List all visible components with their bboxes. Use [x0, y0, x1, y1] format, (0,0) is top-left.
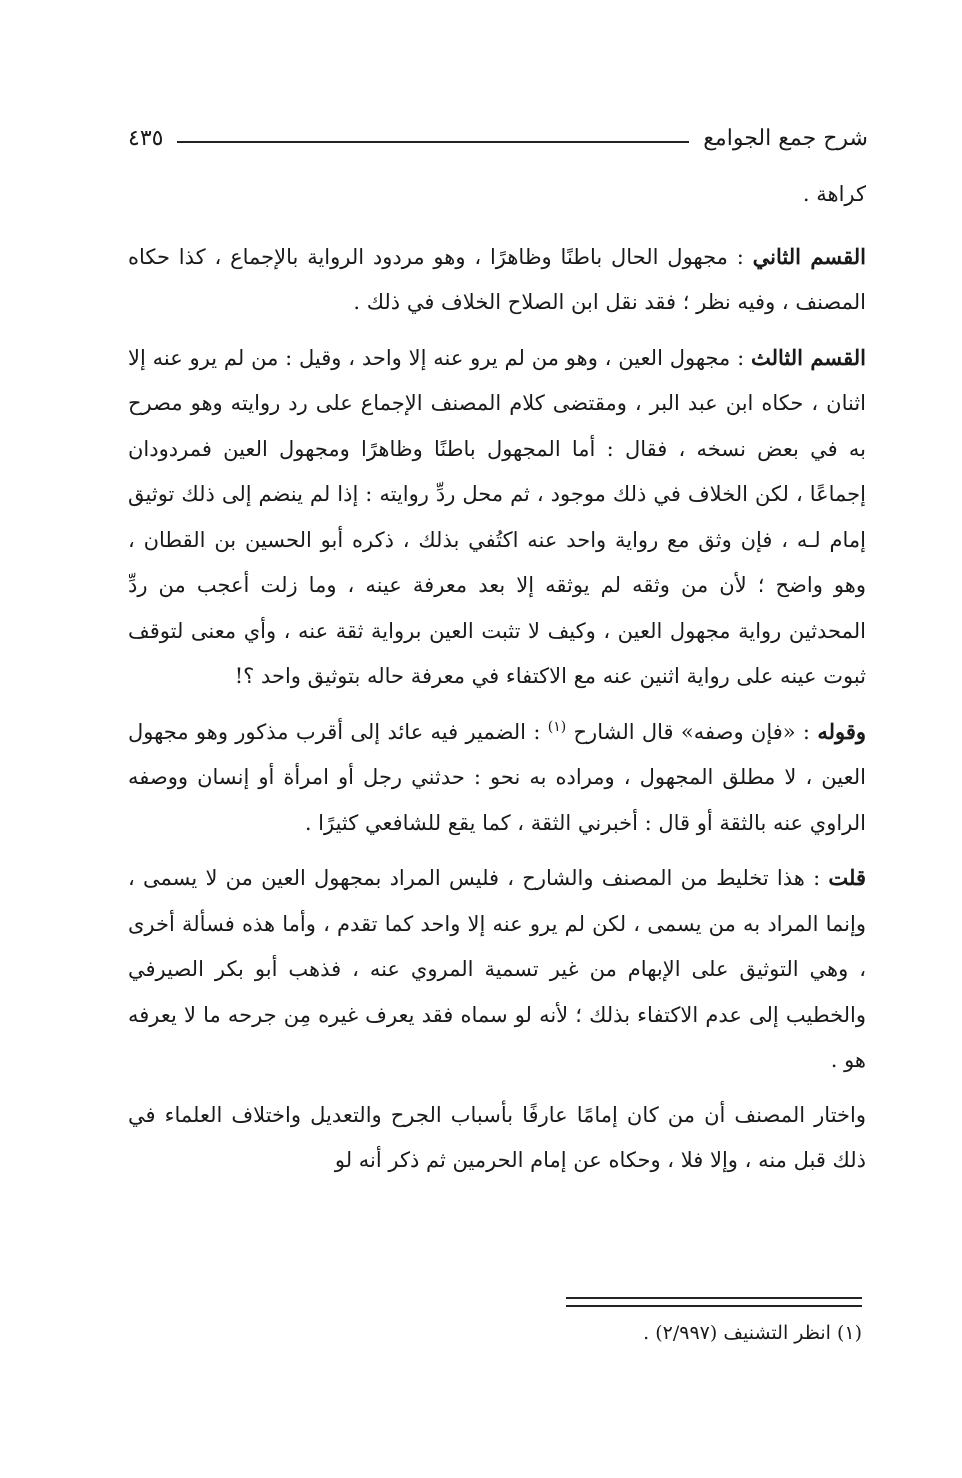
footnote-separator: [566, 1297, 862, 1307]
header-rule: [177, 141, 689, 143]
paragraph: [128, 1093, 866, 1184]
paragraph-text: كراهة .: [802, 182, 866, 206]
footnote-marker[interactable]: (١): [547, 718, 567, 735]
paragraph-text: واختار المصنف أن من كان إمامًا عارفًا بأسباب الجرح والتعديل واختلاف العلماء في ذلك قبل منه ، وإلا فلا ، وحكاه عن إمام الحرمين ثم ذكر أنه لو: [128, 1102, 866, 1172]
running-header: [128, 118, 868, 158]
footnote: (١) انظر التشنيف (٢/٩٩٧) .: [643, 1322, 862, 1344]
paragraph: [128, 855, 866, 1084]
paragraph-lead: قلت: [828, 865, 866, 890]
paragraph-text: : مجهول الحال باطنًا وظاهرًا ، وهو مردود الرواية بالإجماع ، كذا حكاه المصنف ، وفيه نظر ؛ فقد نقل ابن الصلاح الخلاف في ذلك .: [128, 244, 866, 314]
paragraph: [128, 709, 866, 847]
page-number: ٤٣٥: [128, 125, 164, 151]
main-text: [128, 172, 866, 1193]
paragraph-text: : هذا تخليط من المصنف والشارح ، فليس المراد بمجهول العين من لا يسمى ، وإنما المراد به من يسمى ، لكن لم يرو عنه إلا واحد كما تقدم ، وأما هذه فسألة أخرى ، وهي التوثيق على الإبهام من غير تسمية المروي عنه ، فذهب أبو بكر الصيرفي والخطيب إلى عدم الاكتفاء بذلك ؛ لأنه لو سماه فقد يعرف غيره مِن جرحه ما لا يعرفه هو .: [128, 866, 867, 1072]
paragraph-text: : «فإن وصفه» قال الشارح: [566, 719, 818, 744]
paragraph: [128, 172, 866, 218]
paragraph-text: : مجهول العين ، وهو من لم يرو عنه إلا واحد ، وقيل : من لم يرو عنه إلا اثنان ، حكاه ابن عبد البر ، ومقتضى كلام المصنف الإجماع على رد روايته وهو مصرح به في بعض نسخه ، فقال : أما المجهول باطنًا وظاهرًا ومجهول العين فمردودان إجماعًا ، لكن الخلاف في ذلك موجود ، ثم محل ردِّ روايته : إذا لم ينضم إلى ذلك توثيق إمام لـه ، فإن وثق مع رواية واحد عنه اكتُفي بذلك ، ذكره أبو الحسين بن القطان ، وهو واضح ؛ لأن من وثقه لم يوثقه إلا بعد معرفة عينه ، وما زلت أعجب من ردِّ المحدثين رواية مجهول العين ، وكيف لا تثبت العين برواية ثقة عنه ، وأي معنى لتوقف ثبوت عينه على رواية اثنين عنه مع الاكتفاء في معرفة حاله بتوثيق واحد ؟!: [128, 345, 866, 688]
paragraph-lead: القسم الثاني: [752, 243, 866, 269]
paragraph-lead: القسم الثالث: [751, 344, 866, 370]
header-book-title: شرح جمع الجوامع: [703, 125, 868, 151]
paragraph-lead: وقوله: [817, 718, 866, 744]
paragraph: [128, 234, 866, 326]
paragraph: [128, 335, 866, 700]
paragraph-text: : الضمير فيه عائد إلى أقرب مذكور وهو مجهول العين ، لا مطلق المجهول ، ومراده به نحو : حدثني رجل أو امرأة أو إنسان ووصفه الراوي عنه بالثقة أو قال : أخبرني الثقة ، كما يقع للشافعي كثيرًا .: [128, 719, 866, 835]
